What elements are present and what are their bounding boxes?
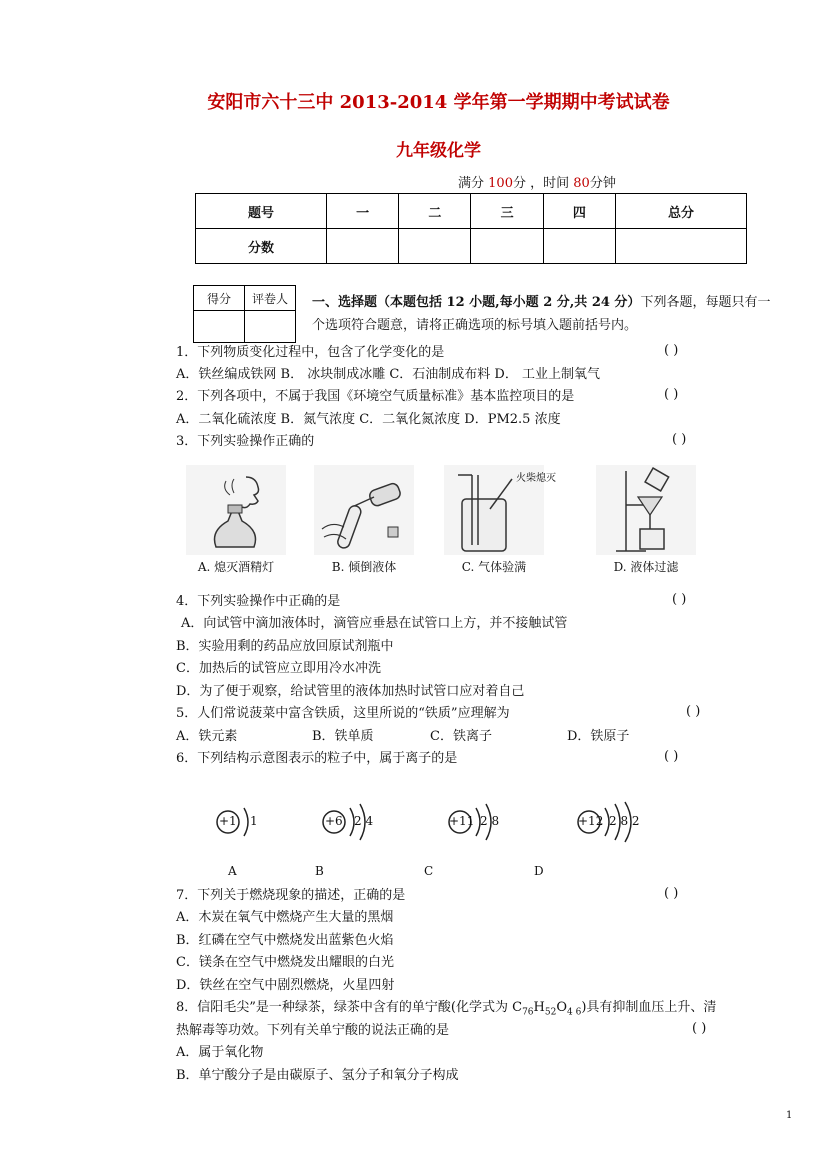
grader-cell	[245, 311, 296, 343]
q8-option-a: A．属于氧化物	[176, 1045, 264, 1060]
score-header-cell: 题号	[196, 194, 327, 229]
answer-paren: ( )	[664, 749, 679, 764]
q7-stem: 7．下列关于燃烧现象的描述，正确的是	[176, 888, 406, 903]
score-cell	[543, 229, 615, 264]
figure-label: 火柴熄灭	[516, 473, 556, 484]
q3-caption-b: B. 倾倒液体	[331, 560, 397, 574]
score-cell	[471, 229, 543, 264]
figure-pour-liquid	[314, 465, 414, 575]
q2-options: A．二氧化硫浓度 B．氮气浓度 C．二氧化氮浓度 D．PM2.5 浓度	[176, 412, 561, 427]
score-header-cell: 四	[543, 194, 615, 229]
nucleus-charge: +11	[449, 814, 475, 828]
score-header-cell: 二	[399, 194, 471, 229]
score-header-cell: 总分	[616, 194, 747, 229]
info-mid: 分 ，时间	[512, 176, 570, 191]
grader-cell	[194, 311, 245, 343]
q8-stem-part: 8．信阳毛尖”是一种绿茶，绿茶中含有的单宁酸(化学式为 C	[176, 1000, 523, 1015]
q4-option-c: C．加热后的试管应立即用冷水冲洗	[176, 661, 381, 676]
q8-stem-part: )具有抑制血压上升、清	[581, 1000, 717, 1015]
answer-paren: ( )	[672, 592, 687, 607]
grader-table	[193, 285, 296, 343]
electron-config: 1	[250, 814, 258, 828]
atom-label-b: B	[315, 864, 324, 878]
q5-stem: 5．人们常说菠菜中富含铁质，这里所说的“铁质”应理解为	[176, 706, 510, 721]
q3-stem: 3．下列实验操作正确的	[176, 434, 315, 449]
atom-diagram-b	[320, 800, 390, 848]
figure-alcohol-lamp	[186, 465, 286, 575]
q8-stem-line2: 热解毒等功效。下列有关单宁酸的说法正确的是	[176, 1023, 450, 1038]
nucleus-charge: +12	[578, 814, 604, 828]
q5-option-a: A．铁元素	[176, 729, 238, 744]
info-prefix: 满分	[458, 176, 485, 191]
score-header-cell: 一	[326, 194, 398, 229]
q5-option-c: C．铁离子	[430, 729, 492, 744]
atom-diagram-d	[575, 800, 665, 848]
figure-filtration	[596, 465, 696, 575]
atom-diagram-a	[214, 800, 274, 848]
formula-subscript: 4 6	[567, 1007, 582, 1018]
section1-instruction: 下列各题，每题只有一个选项符合题意，请将正确选项的标号填入题前括号内。	[312, 295, 771, 333]
score-cell	[399, 229, 471, 264]
page-number: 1	[786, 1110, 793, 1121]
q5-option-b: B．铁单质	[312, 729, 374, 744]
answer-paren: ( )	[664, 387, 679, 402]
q8-option-b: B．单宁酸分子是由碳原子、氢分子和氧分子构成	[176, 1068, 459, 1083]
electron-config: 2 8	[480, 814, 500, 828]
exam-title: 安阳市六十三中 2013-2014 学年第一学期期中考试试卷	[207, 92, 670, 113]
q2-stem: 2．下列各项中，不属于我国《环境空气质量标准》基本监控项目的是	[176, 389, 575, 404]
answer-paren: ( )	[692, 1021, 707, 1036]
q7-option-d: D．铁丝在空气中剧烈燃烧，火星四射	[176, 978, 395, 993]
score-cell	[326, 229, 398, 264]
q4-option-a: A．向试管中滴加液体时，滴管应垂悬在试管口上方，并不接触试管	[181, 616, 568, 631]
section1-title: 一、选择题（本题包括 12 小题,每小题 2 分,共 24 分）	[312, 295, 641, 310]
score-table	[195, 193, 747, 264]
q6-stem: 6．下列结构示意图表示的粒子中，属于离子的是	[176, 751, 458, 766]
q8-stem	[176, 998, 716, 1023]
electron-config: 2 4	[354, 814, 374, 828]
exam-time: 80	[573, 176, 590, 191]
score-row-label: 分数	[196, 229, 327, 264]
info-suffix: 分钟	[589, 176, 616, 191]
answer-paren: ( )	[686, 704, 701, 719]
figure-gas-full-test	[444, 465, 556, 575]
q3-caption-a: A. 熄灭酒精灯	[197, 560, 275, 574]
formula-element: H	[533, 1000, 545, 1015]
atom-label-d: D	[534, 864, 544, 878]
pour-liquid-icon	[314, 465, 414, 555]
q3-figures	[176, 465, 696, 577]
atom-diagram-c	[446, 800, 516, 848]
q1-stem: 1．下列物质变化过程中，包含了化学变化的是	[176, 345, 445, 360]
q5-option-d: D．铁原子	[567, 729, 630, 744]
formula-subscript: 76	[522, 1007, 534, 1018]
formula-element: O	[556, 1000, 567, 1015]
grader-header-score: 得分	[194, 286, 245, 311]
q1-options: A．铁丝编成铁网 B． 冰块制成冰雕 C．石油制成布料 D． 工业上制氧气	[176, 367, 600, 382]
atom-label-c: C	[424, 864, 434, 878]
electron-config: 2 8 2	[609, 814, 640, 828]
atom-label-a: A	[228, 864, 237, 878]
q3-caption-c: C. 气体验满	[461, 560, 527, 574]
answer-paren: ( )	[664, 343, 679, 358]
q7-option-c: C．镁条在空气中燃烧发出耀眼的白光	[176, 955, 394, 970]
q7-option-b: B．红磷在空气中燃烧发出蓝紫色火焰	[176, 933, 394, 948]
q3-caption-d: D. 液体过滤	[613, 560, 679, 574]
full-score: 100	[488, 176, 513, 191]
formula-subscript: 52	[544, 1007, 557, 1018]
q7-option-a: A．木炭在氧气中燃烧产生大量的黑烟	[176, 910, 394, 925]
q4-option-d: D．为了便于观察，给试管里的液体加热时试管口应对着自己	[176, 684, 525, 699]
q4-stem: 4．下列实验操作中正确的是	[176, 594, 341, 609]
exam-subtitle: 九年级化学	[396, 141, 481, 161]
grader-header-reviewer: 评卷人	[245, 286, 296, 311]
score-cell	[616, 229, 747, 264]
score-header-cell: 三	[471, 194, 543, 229]
nucleus-charge: +6	[325, 814, 343, 828]
exam-info	[458, 172, 616, 191]
alcohol-lamp-icon	[186, 465, 286, 555]
filtration-icon	[596, 465, 696, 555]
answer-paren: ( )	[664, 886, 679, 901]
section1-heading	[312, 291, 782, 337]
nucleus-charge: +1	[219, 814, 237, 828]
answer-paren: ( )	[672, 432, 687, 447]
q4-option-b: B．实验用剩的药品应放回原试剂瓶中	[176, 639, 394, 654]
